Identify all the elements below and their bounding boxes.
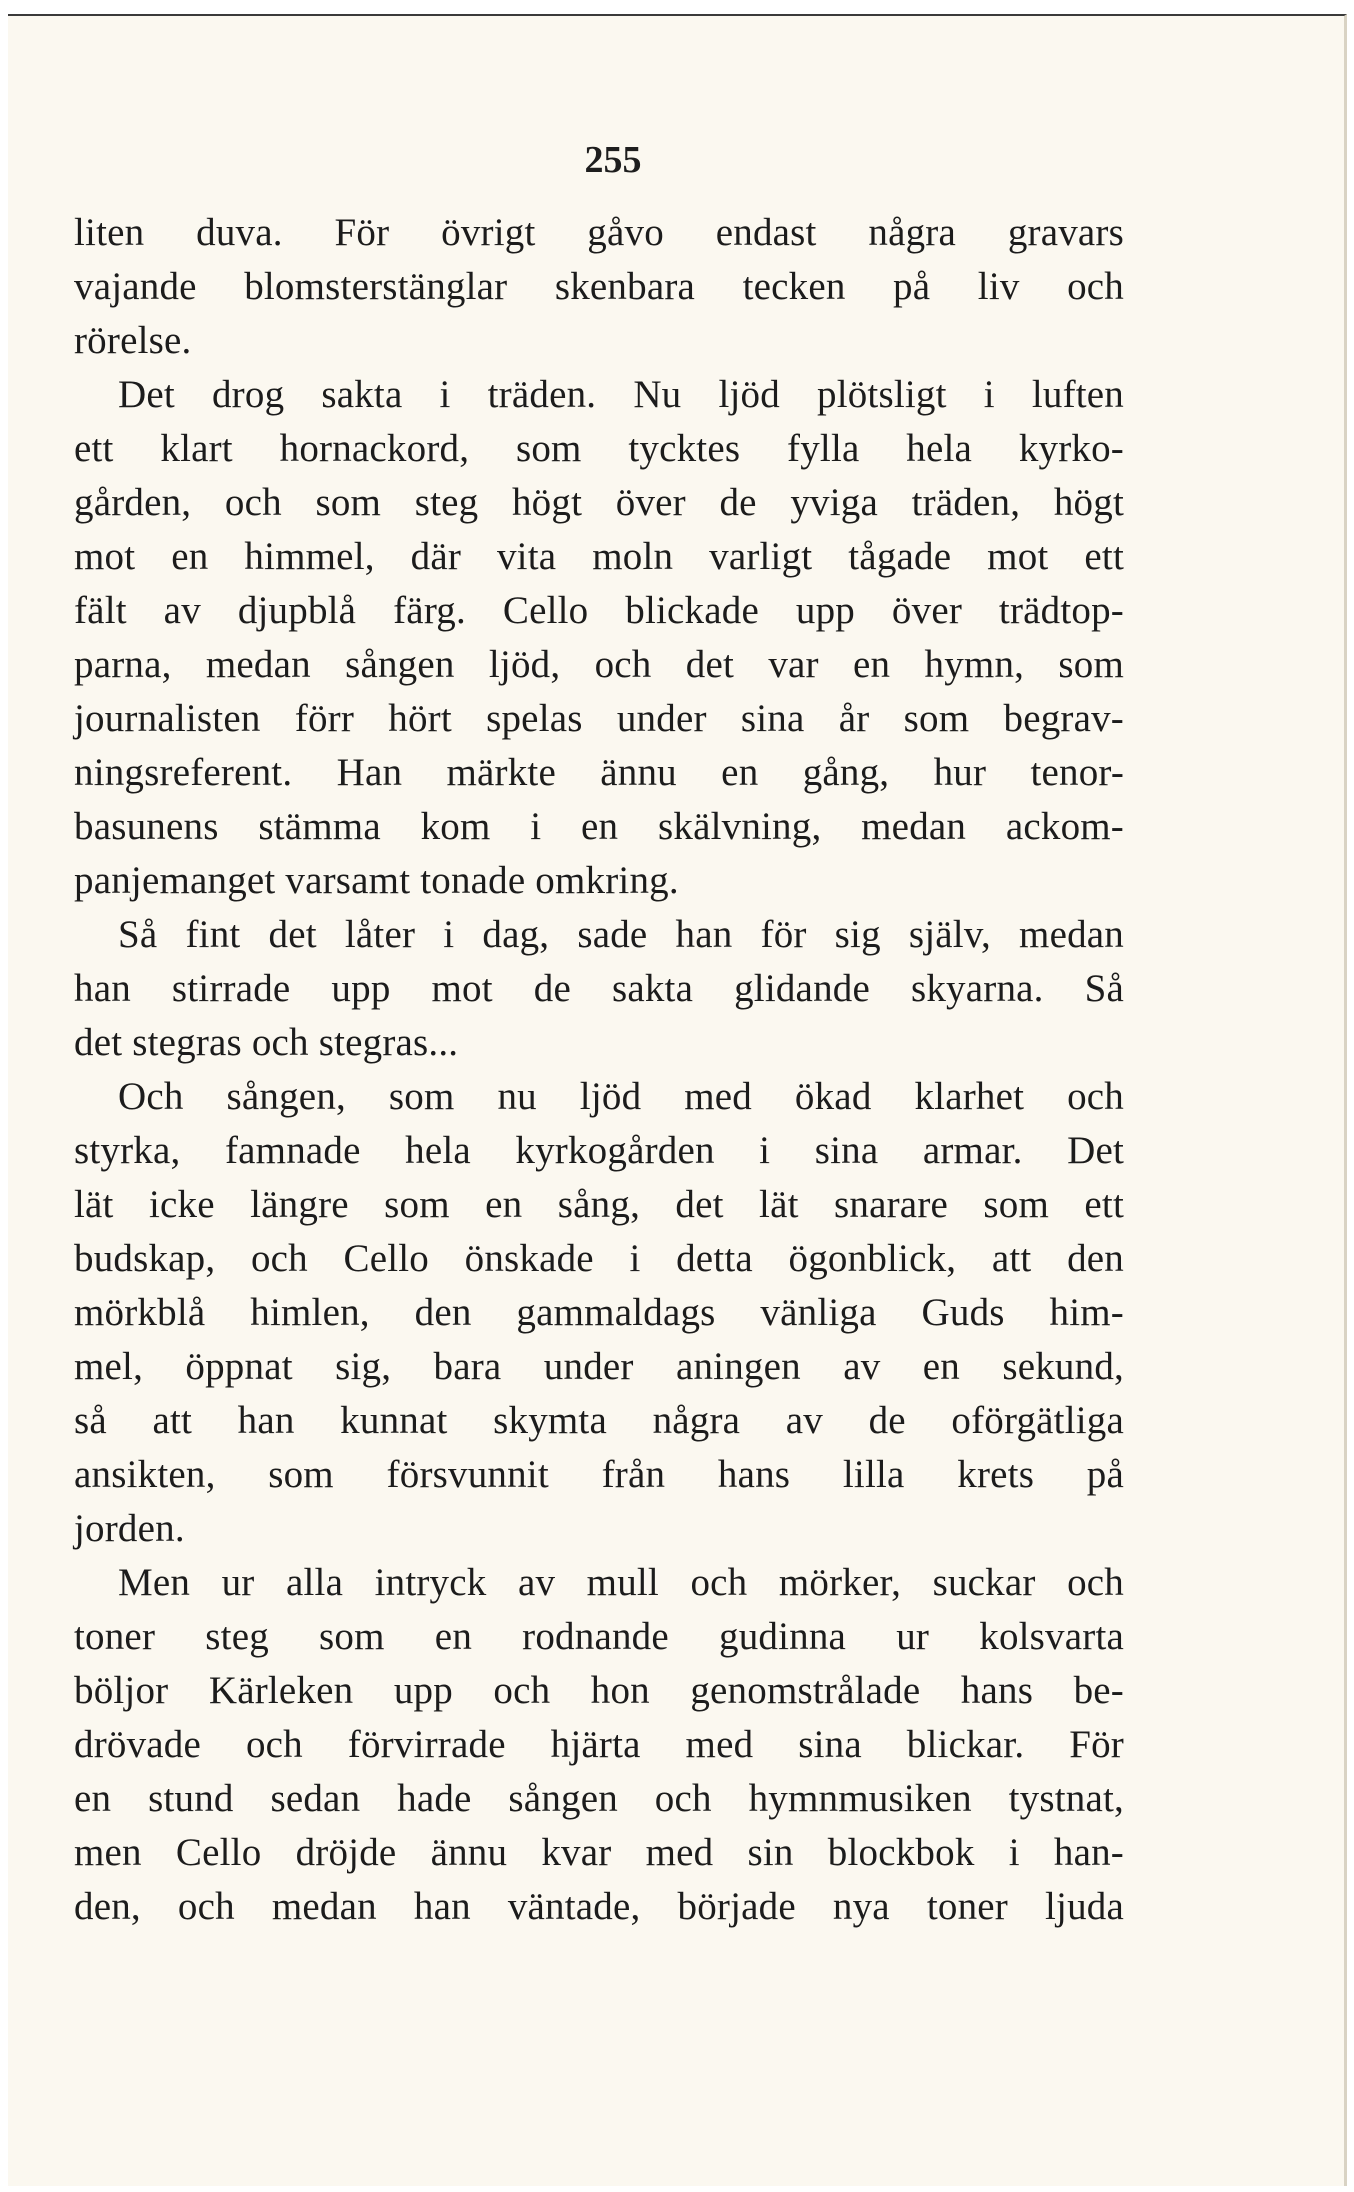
text-line: jorden. (74, 1507, 185, 1550)
text-line: journalisten förr hört spelas under sina år som begrav- (74, 697, 1124, 740)
text-line: det stegras och stegras... (74, 1021, 459, 1064)
text-line: Men ur alla intryck av mull och mörker, suckar och (118, 1561, 1124, 1604)
text-line: en stund sedan hade sången och hymnmusiken tystnat, (74, 1777, 1124, 1820)
text-line: böljor Kärleken upp och hon genomstrålade hans be- (74, 1669, 1124, 1712)
text-line: den, och medan han väntade, började nya toner ljuda (74, 1885, 1124, 1928)
text-line: basunens stämma kom i en skälvning, medan ackom- (74, 805, 1124, 848)
text-line: ningsreferent. Han märkte ännu en gång, hur tenor- (74, 751, 1124, 794)
text-line: gården, och som steg högt över de yviga träden, högt (74, 481, 1124, 524)
text-line: mot en himmel, där vita moln varligt tågade mot ett (74, 535, 1124, 578)
book-page (8, 14, 1347, 2186)
text-line: panjemanget varsamt tonade omkring. (74, 859, 679, 902)
body-text (74, 206, 1124, 1934)
text-line: toner steg som en rodnande gudinna ur kolsvarta (74, 1615, 1124, 1658)
text-line: parna, medan sången ljöd, och det var en hymn, som (74, 643, 1124, 686)
text-line: mörkblå himlen, den gammaldags vänliga Guds him- (74, 1291, 1124, 1334)
text-line: lät icke längre som en sång, det lät snarare som ett (74, 1183, 1124, 1226)
text-line: budskap, och Cello önskade i detta ögonblick, att den (74, 1237, 1124, 1280)
text-line: styrka, famnade hela kyrkogården i sina armar. Det (74, 1129, 1124, 1172)
text-line: mel, öppnat sig, bara under aningen av en sekund, (74, 1345, 1124, 1388)
text-line: Det drog sakta i träden. Nu ljöd plötsligt i luften (118, 373, 1124, 416)
text-line: men Cello dröjde ännu kvar med sin blockbok i han- (74, 1831, 1124, 1874)
text-line: Och sången, som nu ljöd med ökad klarhet och (118, 1075, 1124, 1118)
text-line: han stirrade upp mot de sakta glidande skyarna. Så (74, 967, 1124, 1010)
text-line: liten duva. För övrigt gåvo endast några gravars (74, 211, 1124, 254)
text-line: fält av djupblå färg. Cello blickade upp över trädtop- (74, 589, 1124, 632)
text-line: ett klart hornackord, som tycktes fylla hela kyrko- (74, 427, 1124, 470)
text-line: ansikten, som försvunnit från hans lilla krets på (74, 1453, 1124, 1496)
text-line: drövade och förvirrade hjärta med sina blickar. För (74, 1723, 1124, 1766)
text-line: rörelse. (74, 319, 192, 362)
text-line: vajande blomsterstänglar skenbara tecken på liv och (74, 265, 1124, 308)
page-number: 255 (584, 139, 642, 181)
text-line: så att han kunnat skymta några av de oförgätliga (74, 1399, 1124, 1442)
text-line: Så fint det låter i dag, sade han för sig själv, medan (118, 913, 1124, 956)
